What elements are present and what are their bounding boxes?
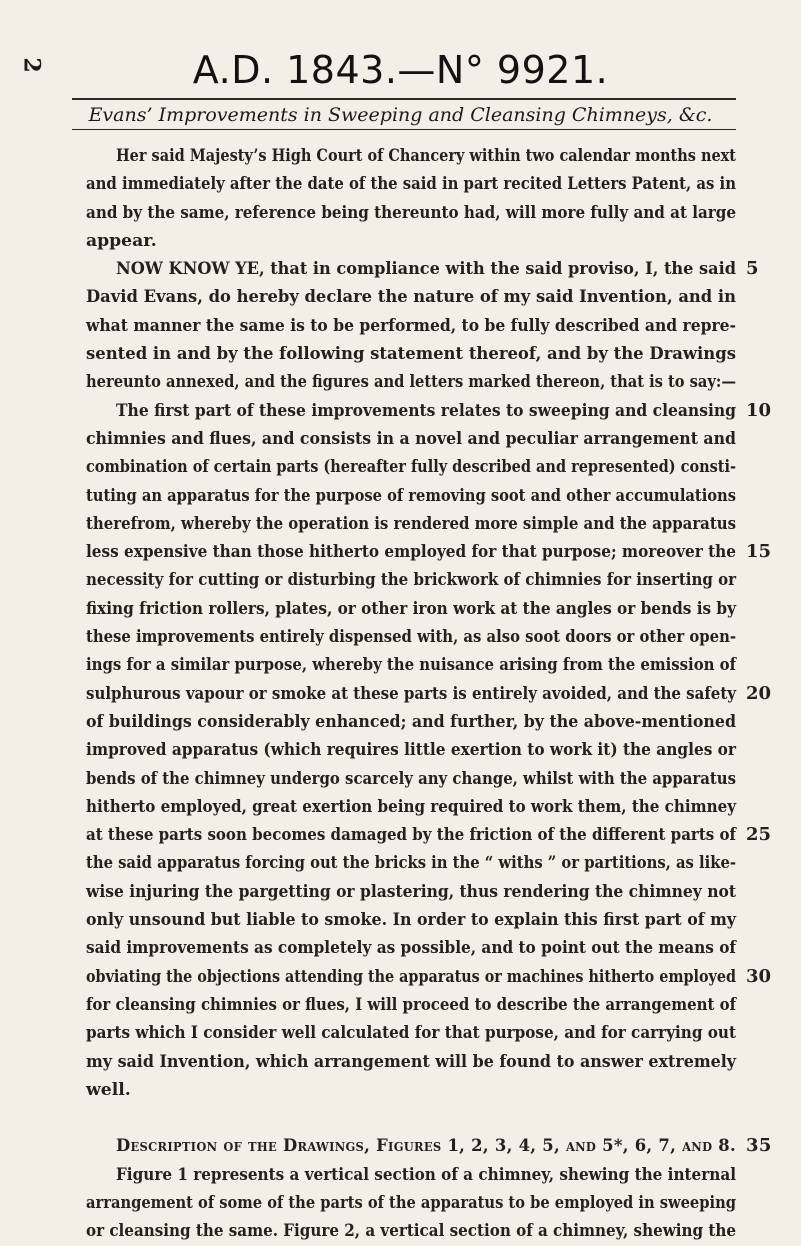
line-text: these improvements entirely dispensed with, as also soot doors or other open- [86, 627, 736, 648]
text-line [86, 283, 736, 311]
line-text: or cleansing the same. Figure 2, a vertical section of a chimney, shewing the [86, 1221, 736, 1242]
line-number: 30 [746, 965, 772, 987]
text-line [86, 963, 772, 991]
line-text: sented in and by the following statement thereof, and by the Drawings [86, 344, 736, 365]
line-text: well. [86, 1079, 131, 1100]
line-text: parts which I consider well calculated for that purpose, and for carrying out [86, 1023, 736, 1044]
text-line [86, 453, 736, 481]
line-text: tuting an apparatus for the purpose of removing soot and other accumulations [86, 485, 736, 506]
line-text: ings for a similar purpose, whereby the nuisance arising from the emission of [86, 655, 736, 676]
line-text: Description of the Drawings, Figures 1, 2, 3, 4, 5, and 5*, 6, 7, and 8. [116, 1136, 736, 1157]
text-line [86, 793, 736, 821]
line-text: Her said Majesty’s High Court of Chancery within two calendar months next [116, 146, 736, 166]
line-text: obviating the objections attending the apparatus or machines hitherto employed [86, 966, 736, 987]
text-line [86, 849, 736, 877]
text-line [86, 227, 736, 255]
line-text: fixing friction rollers, plates, or other iron work at the angles or bends is by [86, 598, 736, 619]
line-text: bends of the chimney undergo scarcely any change, whilst with the apparatus [86, 768, 736, 789]
line-text: and immediately after the date of the said in part recited Letters Patent, as in [86, 174, 736, 195]
line-text: for cleansing chimnies or flues, I will proceed to describe the arrangement of [86, 994, 736, 1015]
text-line [86, 1048, 736, 1076]
text-line [86, 482, 736, 510]
line-text: only unsound but liable to smoke. In order to explain this first part of my [86, 910, 736, 931]
section-heading [86, 1132, 772, 1160]
body-text [86, 142, 772, 1246]
text-line [86, 397, 772, 425]
line-text: less expensive than those hitherto employed for that purpose; moreover the [86, 542, 736, 563]
text-line [86, 934, 736, 962]
line-text: and by the same, reference being thereunto had, will more fully and at large [86, 202, 736, 223]
line-text: said improvements as completely as possible, and to point out the means of [86, 938, 736, 959]
text-line [86, 425, 736, 453]
text-line [86, 1189, 736, 1217]
text-line [86, 1104, 736, 1132]
line-text: appear. [86, 230, 157, 251]
text-line [86, 708, 736, 736]
text-line [86, 991, 736, 1019]
line-number: 25 [746, 824, 772, 846]
line-number: 20 [746, 682, 772, 704]
text-line [86, 878, 736, 906]
text-line [86, 1019, 736, 1047]
line-text: The first part of these improvements relates to sweeping and cleansing [116, 400, 736, 421]
line-text: sulphurous vapour or smoke at these parts is entirely avoided, and the safety [86, 683, 736, 704]
running-head: Evans’ Improvements in Sweeping and Cleansing Chimneys, &c. [88, 104, 713, 126]
text-line [86, 736, 736, 764]
text-line [86, 566, 736, 594]
line-text: therefrom, whereby the operation is rendered more simple and the apparatus [86, 513, 736, 534]
text-line [86, 1076, 736, 1104]
text-line [86, 538, 772, 566]
line-text: at these parts soon becomes damaged by the friction of the different parts of [86, 825, 736, 846]
line-text: what manner the same is to be performed, to be fully described and repre- [86, 315, 736, 336]
line-text: NOW KNOW YE, that in compliance with the said proviso, I, the said [116, 259, 736, 280]
text-line [86, 906, 736, 934]
text-line [86, 765, 736, 793]
line-number: 15 [746, 541, 772, 563]
text-line [86, 623, 736, 651]
line-text: my said Invention, which arrangement will be found to answer extremely [86, 1051, 736, 1072]
line-text: combination of certain parts (hereafter fully described and represented) consti- [86, 457, 736, 478]
text-line [86, 510, 736, 538]
text-line [86, 255, 759, 283]
text-line [86, 170, 736, 198]
page-number: 2 [18, 57, 45, 73]
line-text: the said apparatus forcing out the bricks in the “ withs ” or partitions, as like- [86, 853, 736, 874]
line-text: hereunto annexed, and the figures and letters marked thereon, that is to say:— [86, 372, 736, 393]
line-text: hitherto employed, great exertion being required to work them, the chimney [86, 796, 736, 817]
line-number: 10 [746, 399, 772, 421]
header-rule-top [72, 98, 736, 100]
line-number: 35 [746, 1135, 772, 1157]
line-text: improved apparatus (which requires little exertion to work it) the angles or [86, 740, 736, 761]
page-title: A.D. 1843.—N° 9921. [192, 48, 609, 92]
text-line [86, 651, 736, 679]
text-line [86, 595, 736, 623]
line-text: arrangement of some of the parts of the apparatus to be employed in sweeping [86, 1192, 736, 1213]
text-line [86, 1217, 736, 1245]
text-line [86, 199, 736, 227]
header-rule-bottom [72, 129, 736, 130]
text-line [86, 821, 772, 849]
line-number: 5 [746, 258, 759, 280]
line-text: necessity for cutting or disturbing the brickwork of chimnies for inserting or [86, 570, 736, 591]
line-text: chimnies and flues, and consists in a novel and peculiar arrangement and [86, 428, 736, 449]
text-line [86, 680, 772, 708]
text-line [86, 1161, 736, 1189]
text-line [86, 340, 736, 368]
line-text: of buildings considerably enhanced; and further, by the above-mentioned [86, 711, 736, 732]
line-text: Figure 1 represents a vertical section of a chimney, shewing the internal [116, 1164, 736, 1185]
text-line [86, 368, 736, 396]
text-line [86, 142, 736, 170]
text-line [86, 312, 736, 340]
line-text: wise injuring the pargetting or plastering, thus rendering the chimney not [86, 881, 736, 902]
line-text: David Evans, do hereby declare the nature of my said Invention, and in [86, 287, 736, 308]
